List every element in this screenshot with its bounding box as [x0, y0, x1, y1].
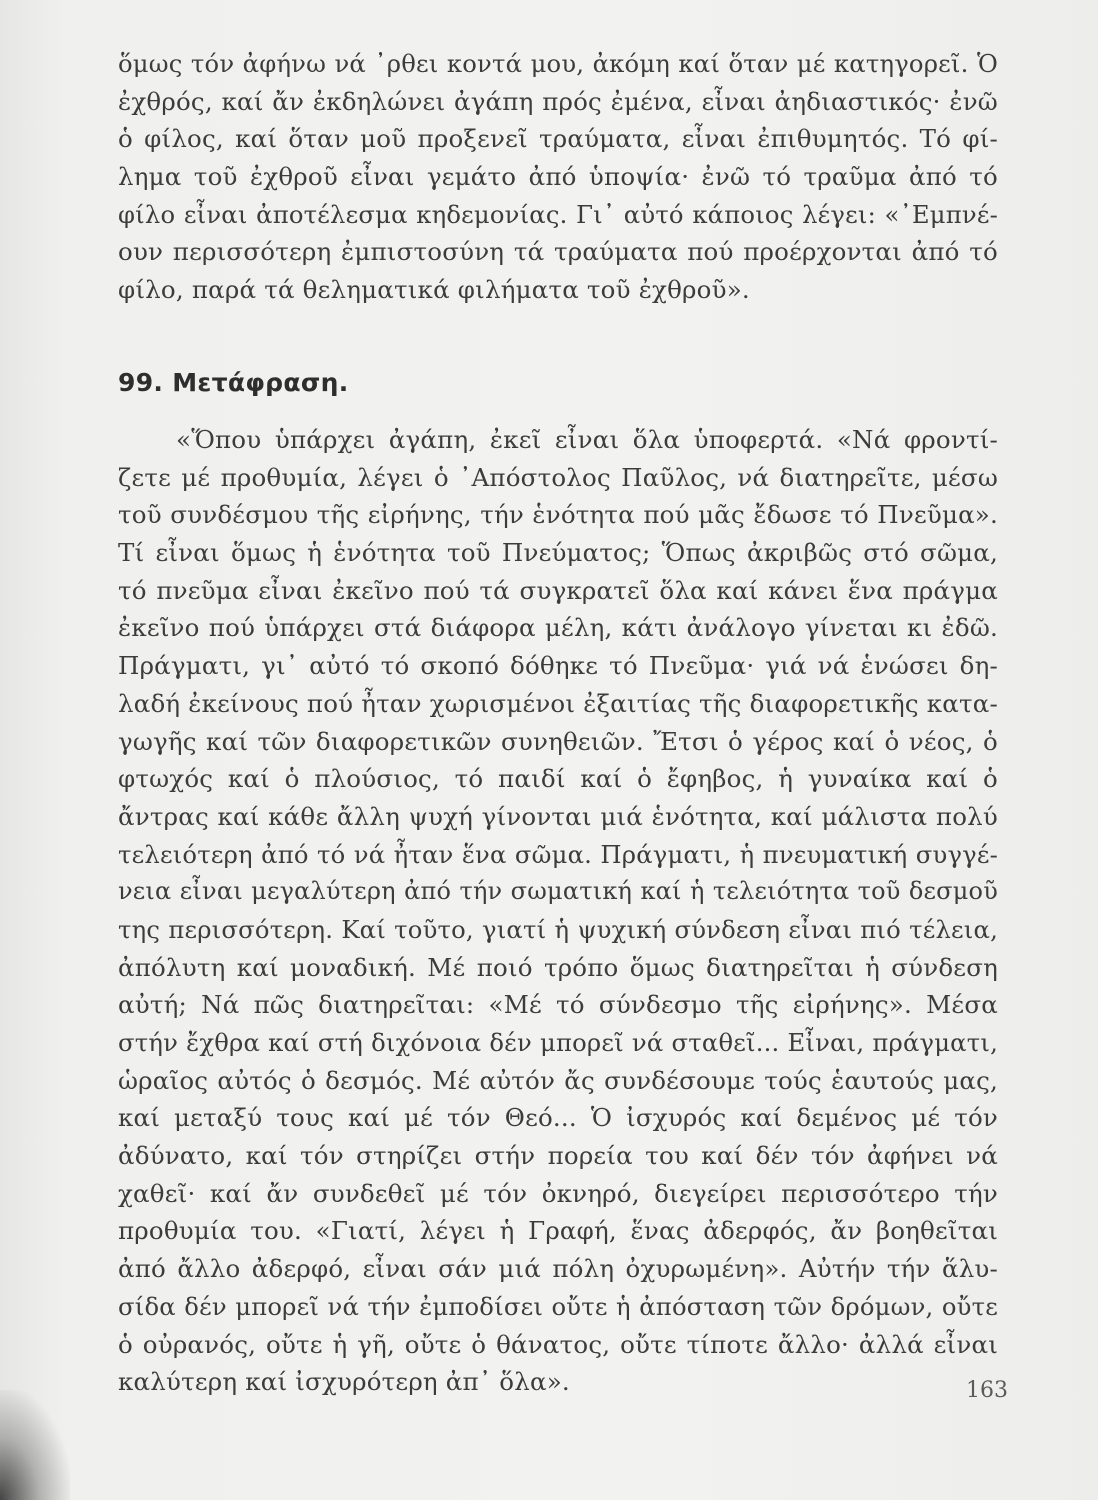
text-line: ἀπόλυτη καί μοναδική. Μέ ποιό τρόπο ὅμως διατηρεῖται ἡ σύνδεση: [118, 952, 998, 982]
text-line: ἐχθρός, καί ἄν ἐκδηλώνει ἀγάπη πρός ἐμένα, εἶναι ἀηδιαστικός· ἐνῶ: [118, 86, 998, 116]
main-paragraph: [118, 421, 998, 1401]
text-line: ζετε μέ προθυμία, λέγει ὁ ᾽Απόστολος Παῦλος, νά διατηρεῖτε, μέσω: [118, 462, 998, 492]
text-line: νεια εἶναι μεγαλύτερη ἀπό τήν σωματική καί ἡ τελειότητα τοῦ δεσμοῦ: [118, 877, 998, 906]
text-line: Τί εἶναι ὅμως ἡ ἑνότητα τοῦ Πνεύματος; Ὅπως ἀκριβῶς στό σῶμα,: [118, 538, 998, 568]
text-line: χαθεῖ· καί ἄν συνδεθεῖ μέ τόν ὀκνηρό, διεγείρει περισσότερο τήν: [118, 1178, 998, 1208]
text-line: ἀπό ἄλλο ἀδερφό, εἶναι σάν μιά πόλη ὀχυρωμένη». Αὐτήν τήν ἅλυ-: [118, 1254, 998, 1284]
text-line: λαδή ἐκείνους πού ἦταν χωρισμένοι ἐξαιτίας τῆς διαφορετικῆς κατα-: [118, 688, 998, 718]
text-line: τελειότερη ἀπό τό νά ἦταν ἕνα σῶμα. Πράγματι, ἡ πνευματική συγγέ-: [118, 839, 998, 869]
text-line: ἐκεῖνο πού ὑπάρχει στά διάφορα μέλη, κάτι ἀνάλογο γίνεται κι ἐδῶ.: [118, 613, 998, 643]
text-line: «Ὅπου ὑπάρχει ἀγάπη, ἐκεῖ εἶναι ὅλα ὑποφερτά. «Νά φροντί-: [176, 425, 998, 454]
text-line: ἀδύνατο, καί τόν στηρίζει στήν πορεία του καί δέν τόν ἀφήνει νά: [118, 1141, 998, 1171]
text-line: λημα τοῦ ἐχθροῦ εἶναι γεμάτο ἀπό ὑποψία· ἐνῶ τό τραῦμα ἀπό τό: [118, 162, 998, 192]
text-line: φίλο εἶναι ἀποτέλεσμα κηδεμονίας. Γι᾽ αὐτό κάποιος λέγει: «᾽Εμπνέ-: [118, 199, 998, 229]
text-line: τοῦ συνδέσμου τῆς εἰρήνης, τήν ἑνότητα πού μᾶς ἔδωσε τό Πνεῦμα».: [118, 500, 998, 530]
section-heading: 99. Μετάφραση.: [118, 368, 349, 397]
text-line: φίλο, παρά τά θεληματικά φιλήματα τοῦ ἐχθροῦ».: [118, 275, 750, 305]
text-line: ὁ φίλος, καί ὅταν μοῦ προξενεῖ τραύματα, εἶναι ἐπιθυμητός. Τό φί-: [118, 124, 998, 154]
text-line: Πράγματι, γι᾽ αὐτό τό σκοπό δόθηκε τό Πνεῦμα· γιά νά ἑνώσει δη-: [118, 651, 998, 681]
text-line: τό πνεῦμα εἶναι ἐκεῖνο πού τά συγκρατεῖ ὅλα καί κάνει ἕνα πράγμα: [118, 575, 998, 605]
text-line: ουν περισσότερη ἐμπιστοσύνη τά τραύματα πού προέρχονται ἀπό τό: [118, 237, 998, 267]
text-line: ὡραῖος αὐτός ὁ δεσμός. Μέ αὐτόν ἄς συνδέσουμε τούς ἑαυτούς μας,: [118, 1065, 998, 1095]
text-line: στήν ἔχθρα καί στή διχόνοια δέν μπορεῖ νά σταθεῖ... Εἶναι, πράγματι,: [118, 1028, 998, 1057]
text-line: φτωχός καί ὁ πλούσιος, τό παιδί καί ὁ ἔφηβος, ἡ γυναίκα καί ὁ: [118, 764, 998, 794]
text-line: της περισσότερη. Καί τοῦτο, γιατί ἡ ψυχική σύνδεση εἶναι πιό τέλεια,: [118, 914, 998, 944]
text-line: ὅμως τόν ἀφήνω νά ᾽ρθει κοντά μου, ἀκόμη καί ὅταν μέ κατηγορεῖ. Ὁ: [118, 49, 998, 78]
text-line: γωγῆς καί τῶν διαφορετικῶν συνηθειῶν. Ἔτσι ὁ γέρος καί ὁ νέος, ὁ: [118, 726, 998, 756]
top-paragraph: [118, 45, 998, 309]
text-line: καί μεταξύ τους καί μέ τόν Θεό... Ὁ ἰσχυρός καί δεμένος μέ τόν: [118, 1103, 998, 1133]
binding-shadow: [0, 1390, 70, 1500]
page-number: 163: [966, 1378, 1008, 1403]
text-line: σίδα δέν μπορεῖ νά τήν ἐμποδίσει οὔτε ἡ ἀπόσταση τῶν δρόμων, οὔτε: [118, 1291, 998, 1321]
text-line: ἄντρας καί κάθε ἄλλη ψυχή γίνονται μιά ἑνότητα, καί μάλιστα πολύ: [118, 801, 998, 831]
text-line: καλύτερη καί ἰσχυρότερη ἀπ᾽ ὅλα».: [118, 1367, 570, 1397]
text-line: προθυμία του. «Γιατί, λέγει ἡ Γραφή, ἕνας ἀδερφός, ἄν βοηθεῖται: [118, 1216, 998, 1246]
text-line: αὐτή; Νά πῶς διατηρεῖται: «Μέ τό σύνδεσμο τῆς εἰρήνης». Μέσα: [118, 990, 998, 1020]
text-line: ὁ οὐρανός, οὔτε ἡ γῆ, οὔτε ὁ θάνατος, οὔτε τίποτε ἄλλο· ἀλλά εἶναι: [118, 1329, 998, 1359]
